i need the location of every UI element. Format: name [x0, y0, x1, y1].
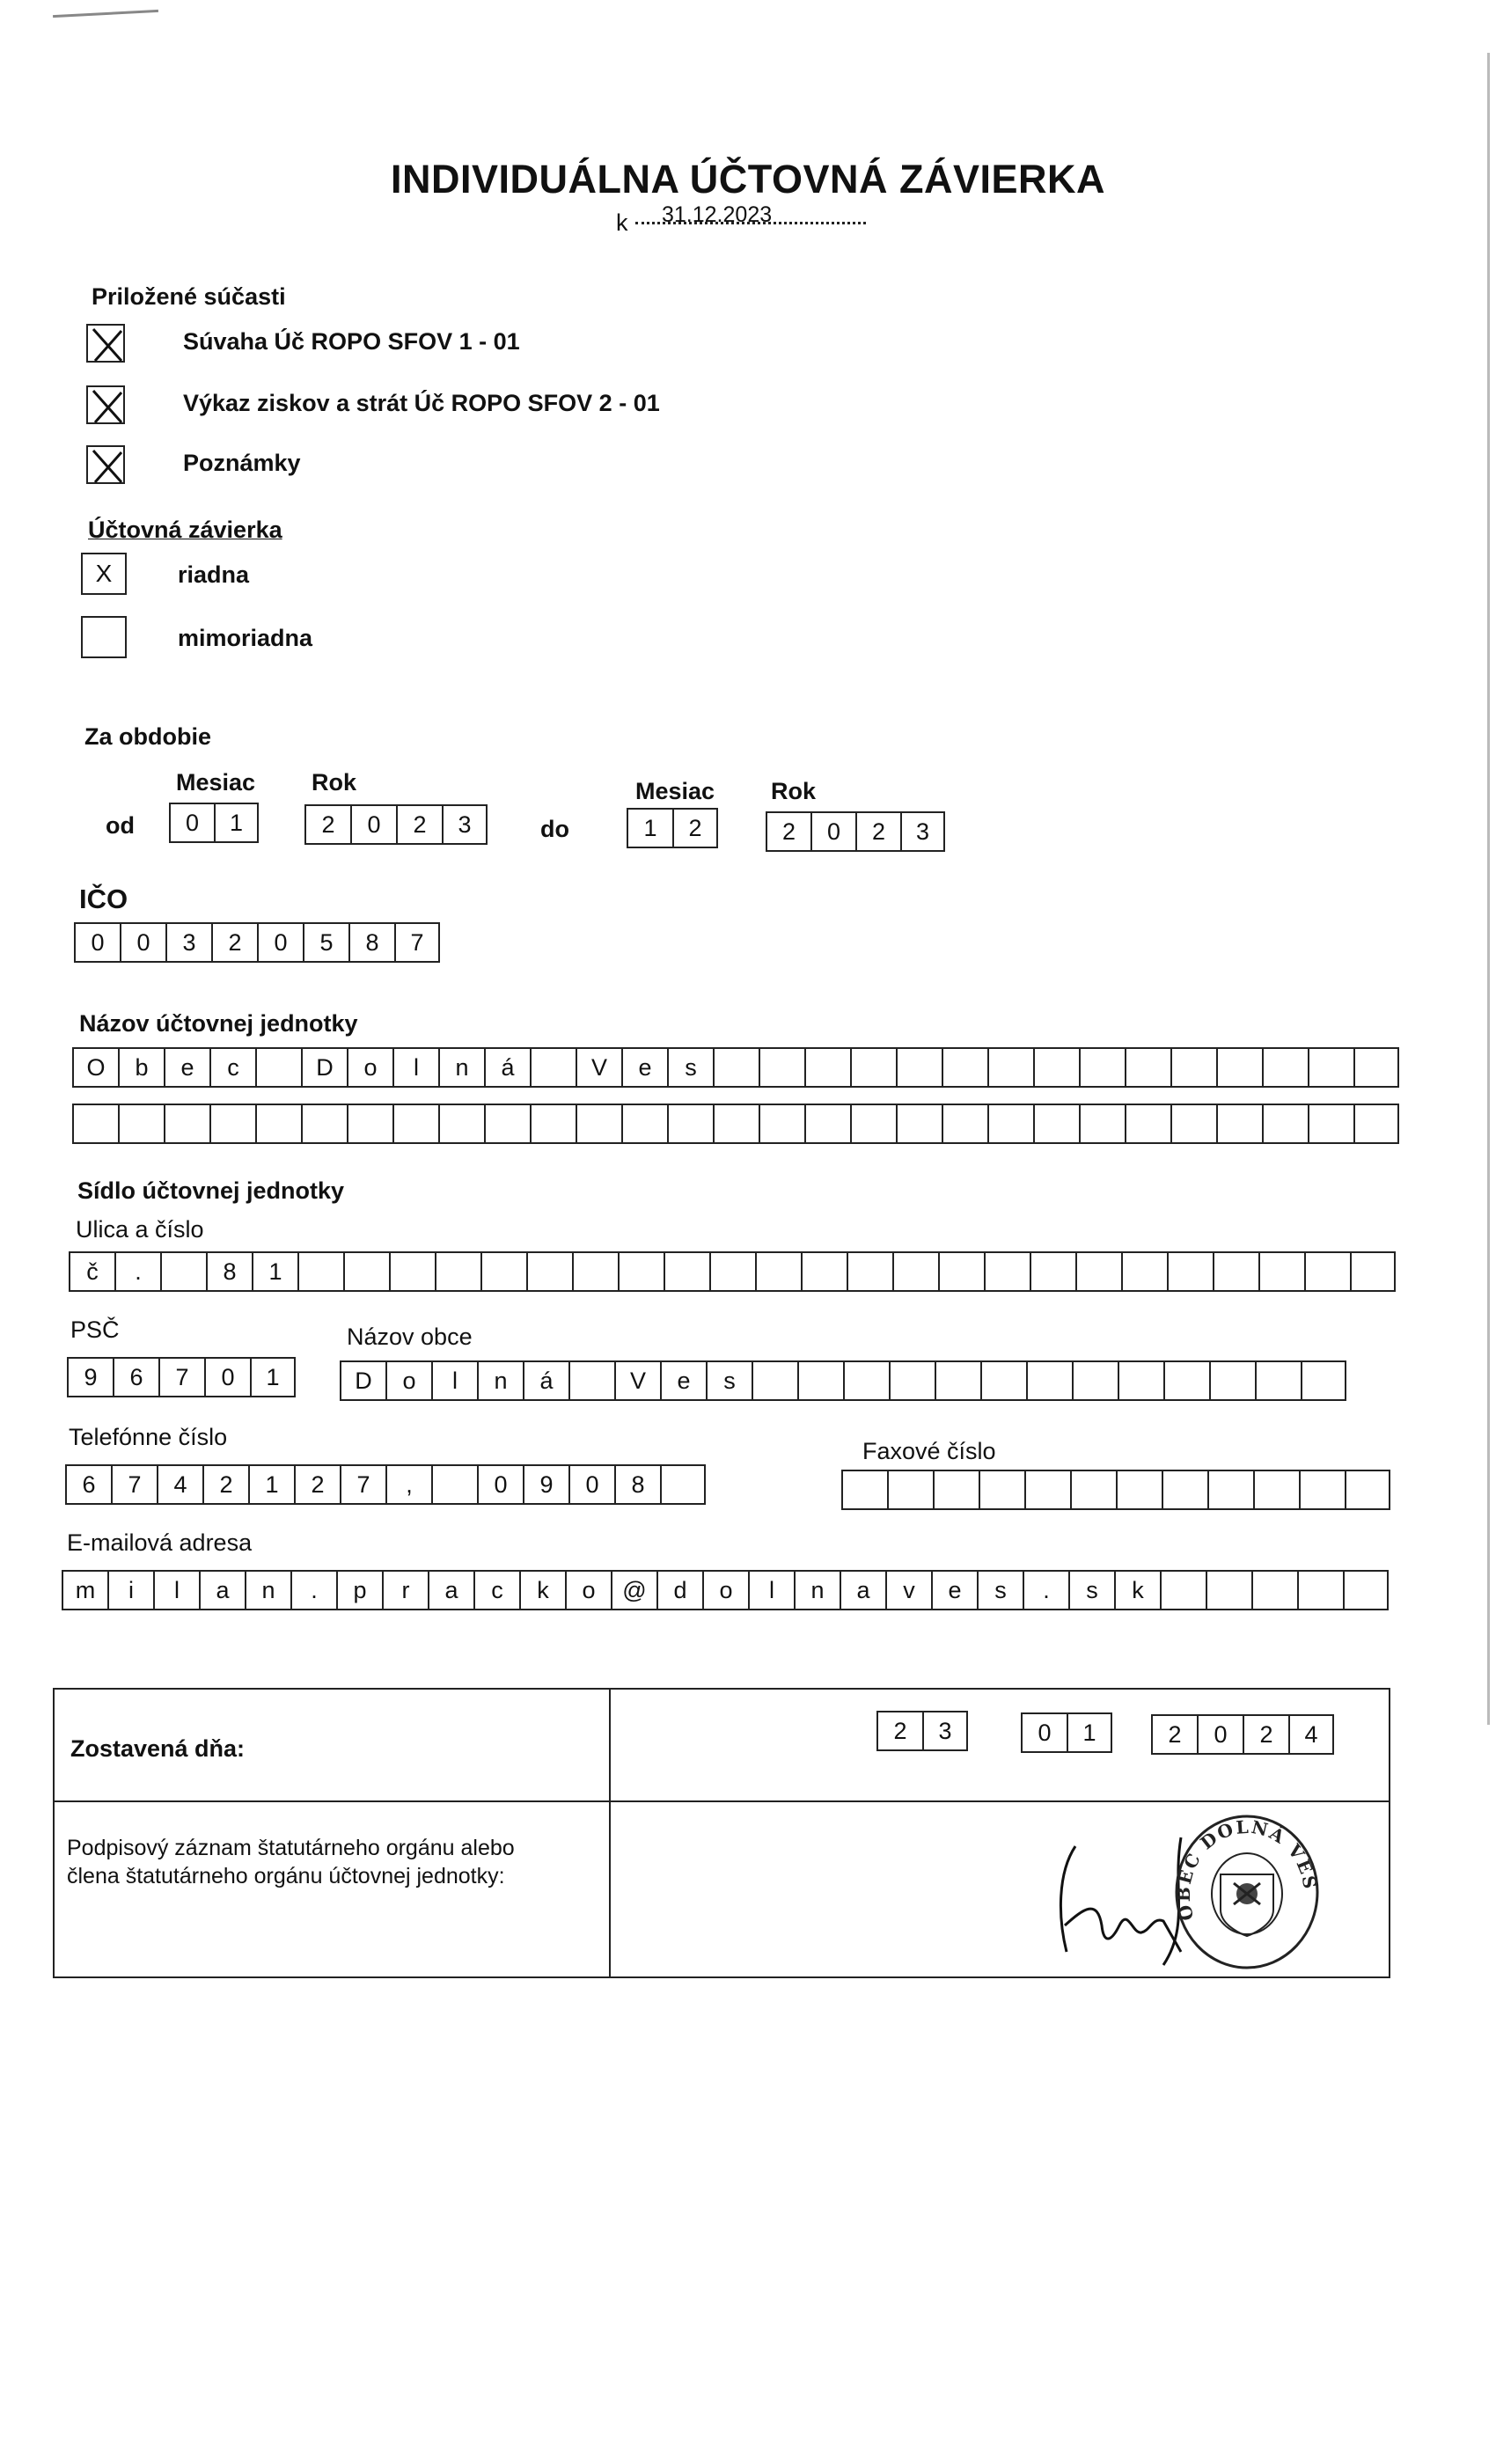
- char-box: 1: [250, 1357, 296, 1397]
- to-month-boxes[interactable]: [627, 808, 718, 848]
- char-box: e: [164, 1047, 209, 1088]
- char-box: 1: [627, 808, 672, 848]
- street-label: Ulica a číslo: [76, 1216, 204, 1243]
- char-box: [1308, 1104, 1353, 1144]
- char-box: n: [477, 1360, 523, 1401]
- char-box: 5: [303, 922, 348, 963]
- date-prefix: k: [616, 209, 628, 236]
- char-box: ,: [385, 1464, 431, 1505]
- char-box: [618, 1251, 664, 1292]
- char-box: [667, 1104, 713, 1144]
- char-box: [1343, 1570, 1389, 1610]
- closing-date-value: 31.12.2023: [662, 202, 773, 227]
- char-box: [438, 1104, 484, 1144]
- char-box: [755, 1251, 801, 1292]
- char-box: [1299, 1470, 1345, 1510]
- char-box: o: [385, 1360, 431, 1401]
- char-box: p: [336, 1570, 382, 1610]
- char-box: [1125, 1104, 1170, 1144]
- char-box: [209, 1104, 255, 1144]
- char-box: [843, 1360, 889, 1401]
- char-box: i: [107, 1570, 153, 1610]
- char-box: [935, 1360, 980, 1401]
- signature-label-line2: člena štatutárneho orgánu účtovnej jednotky:: [67, 1864, 505, 1888]
- char-box: [1070, 1470, 1116, 1510]
- char-box: 6: [113, 1357, 158, 1397]
- char-box: c: [209, 1047, 255, 1088]
- char-box: [568, 1360, 614, 1401]
- char-box: 2: [304, 804, 350, 845]
- to-year-boxes[interactable]: [766, 811, 945, 852]
- char-box: [1072, 1360, 1118, 1401]
- fax-boxes[interactable]: [841, 1470, 1390, 1510]
- compiled-month-boxes[interactable]: [1021, 1712, 1112, 1753]
- char-box: [713, 1047, 759, 1088]
- entity-name-row1[interactable]: [72, 1047, 1399, 1088]
- char-box: [797, 1360, 843, 1401]
- char-box: 6: [65, 1464, 111, 1505]
- email-boxes[interactable]: [62, 1570, 1389, 1610]
- char-box: s: [1068, 1570, 1114, 1610]
- char-box: 2: [396, 804, 442, 845]
- char-box: D: [301, 1047, 347, 1088]
- to-year-label: Rok: [771, 778, 817, 804]
- char-box: 2: [766, 811, 810, 852]
- char-box: [896, 1047, 942, 1088]
- char-box: [530, 1104, 576, 1144]
- char-box: 8: [614, 1464, 660, 1505]
- char-box: [1301, 1360, 1346, 1401]
- signature-table: [53, 1688, 1390, 1978]
- char-box: [1297, 1570, 1343, 1610]
- char-box: [841, 1470, 887, 1510]
- char-box: a: [199, 1570, 245, 1610]
- char-box: 0: [350, 804, 396, 845]
- char-box: [621, 1104, 667, 1144]
- char-box: n: [794, 1570, 840, 1610]
- char-box: [1116, 1470, 1162, 1510]
- char-box: [709, 1251, 755, 1292]
- char-box: 4: [157, 1464, 202, 1505]
- char-box: e: [660, 1360, 706, 1401]
- char-box: [1160, 1570, 1206, 1610]
- char-box: 1: [214, 803, 259, 843]
- char-box: m: [62, 1570, 107, 1610]
- char-box: [1121, 1251, 1167, 1292]
- char-box: [1209, 1360, 1255, 1401]
- char-box: 0: [169, 803, 214, 843]
- char-box: 9: [523, 1464, 568, 1505]
- fax-label: Faxové číslo: [862, 1438, 996, 1464]
- char-box: [713, 1104, 759, 1144]
- char-box: [255, 1047, 301, 1088]
- attachment-checkbox[interactable]: [86, 445, 125, 484]
- char-box: [980, 1360, 1026, 1401]
- attachment-checkbox[interactable]: [86, 324, 125, 363]
- closing-type-label: mimoriadna: [178, 625, 313, 651]
- char-box: @: [611, 1570, 656, 1610]
- char-box: l: [431, 1360, 477, 1401]
- street-boxes[interactable]: [69, 1251, 1396, 1292]
- char-box: k: [1114, 1570, 1160, 1610]
- char-box: V: [614, 1360, 660, 1401]
- char-box: [1030, 1251, 1075, 1292]
- char-box: á: [523, 1360, 568, 1401]
- char-box: [530, 1047, 576, 1088]
- signature-label: [67, 1834, 515, 1890]
- char-box: D: [340, 1360, 385, 1401]
- char-box: [801, 1251, 847, 1292]
- closing-type-checkbox[interactable]: [81, 616, 127, 658]
- char-box: 0: [477, 1464, 523, 1505]
- scan-mark: [53, 10, 158, 18]
- char-box: [1033, 1047, 1079, 1088]
- char-box: [942, 1047, 987, 1088]
- ico-label: IČO: [79, 884, 128, 914]
- char-box: [896, 1104, 942, 1144]
- char-box: 0: [568, 1464, 614, 1505]
- phone-label: Telefónne číslo: [69, 1424, 228, 1450]
- char-box: [987, 1104, 1033, 1144]
- char-box: [576, 1104, 621, 1144]
- char-box: [1024, 1470, 1070, 1510]
- char-box: [431, 1464, 477, 1505]
- char-box: 2: [672, 808, 718, 848]
- from-year-boxes[interactable]: [304, 804, 488, 845]
- char-box: [1207, 1470, 1253, 1510]
- char-box: 0: [74, 922, 120, 963]
- char-box: [987, 1047, 1033, 1088]
- char-box: 0: [810, 811, 855, 852]
- char-box: [660, 1464, 706, 1505]
- char-box: 2: [855, 811, 900, 852]
- char-box: [389, 1251, 435, 1292]
- char-box: 4: [1288, 1714, 1334, 1755]
- village-stamp: [1172, 1813, 1322, 1971]
- char-box: 1: [248, 1464, 294, 1505]
- char-box: O: [72, 1047, 118, 1088]
- char-box: [1251, 1570, 1297, 1610]
- char-box: [1079, 1047, 1125, 1088]
- compiled-year-boxes[interactable]: [1151, 1714, 1334, 1755]
- char-box: 2: [876, 1711, 922, 1751]
- char-box: [984, 1251, 1030, 1292]
- char-box: 2: [1243, 1714, 1288, 1755]
- from-year-label: Rok: [312, 769, 357, 796]
- char-box: [435, 1251, 480, 1292]
- char-box: [804, 1104, 850, 1144]
- char-box: [1206, 1570, 1251, 1610]
- char-box: [1258, 1251, 1304, 1292]
- char-box: [1213, 1251, 1258, 1292]
- entity-name-row2[interactable]: [72, 1104, 1399, 1144]
- char-box: [1163, 1360, 1209, 1401]
- char-box: 7: [394, 922, 440, 963]
- char-box: e: [931, 1570, 977, 1610]
- char-box: n: [245, 1570, 290, 1610]
- char-box: [347, 1104, 392, 1144]
- char-box: l: [392, 1047, 438, 1088]
- char-box: [979, 1470, 1024, 1510]
- svg-text:OBEC DOLNÁ VES: [1173, 1816, 1321, 1923]
- char-box: 9: [67, 1357, 113, 1397]
- char-box: [1253, 1470, 1299, 1510]
- phone-boxes[interactable]: [65, 1464, 706, 1505]
- char-box: [572, 1251, 618, 1292]
- psc-boxes[interactable]: [67, 1357, 296, 1397]
- char-box: 3: [900, 811, 945, 852]
- char-box: [1118, 1360, 1163, 1401]
- char-box: [1162, 1470, 1207, 1510]
- char-box: [759, 1047, 804, 1088]
- char-box: [160, 1251, 206, 1292]
- char-box: [889, 1360, 935, 1401]
- char-box: [526, 1251, 572, 1292]
- char-box: [1262, 1047, 1308, 1088]
- char-box: [759, 1104, 804, 1144]
- char-box: 0: [1021, 1712, 1067, 1753]
- char-box: [1353, 1047, 1399, 1088]
- email-label: E-mailová adresa: [67, 1529, 253, 1556]
- char-box: [1026, 1360, 1072, 1401]
- char-box: 1: [1067, 1712, 1112, 1753]
- psc-label: PSČ: [70, 1316, 120, 1343]
- char-box: 2: [294, 1464, 340, 1505]
- char-box: 2: [211, 922, 257, 963]
- date-dotted-line: [635, 222, 866, 224]
- char-box: 3: [442, 804, 488, 845]
- char-box: 2: [1151, 1714, 1197, 1755]
- char-box: [892, 1251, 938, 1292]
- char-box: V: [576, 1047, 621, 1088]
- char-box: 7: [158, 1357, 204, 1397]
- city-label: Názov obce: [347, 1324, 473, 1350]
- char-box: l: [748, 1570, 794, 1610]
- char-box: [887, 1470, 933, 1510]
- from-label: od: [106, 812, 135, 839]
- char-box: [1216, 1047, 1262, 1088]
- char-box: č: [69, 1251, 114, 1292]
- char-box: e: [621, 1047, 667, 1088]
- char-box: [301, 1104, 347, 1144]
- char-box: [1216, 1104, 1262, 1144]
- address-heading: Sídlo účtovnej jednotky: [77, 1177, 345, 1204]
- char-box: [1308, 1047, 1353, 1088]
- char-box: [484, 1104, 530, 1144]
- char-box: a: [840, 1570, 885, 1610]
- char-box: 3: [165, 922, 211, 963]
- attachments-heading: Priložené súčasti: [92, 283, 286, 310]
- signature-label-line1: Podpisový záznam štatutárneho orgánu alebo: [67, 1836, 515, 1860]
- char-box: s: [667, 1047, 713, 1088]
- closing-date: [616, 202, 880, 237]
- char-box: [1350, 1251, 1396, 1292]
- char-box: [1170, 1104, 1216, 1144]
- char-box: a: [428, 1570, 473, 1610]
- attachment-label: Výkaz ziskov a strát Úč ROPO SFOV 2 - 01: [183, 390, 660, 416]
- attachment-checkbox[interactable]: [86, 385, 125, 424]
- check-cross-icon: [88, 387, 127, 426]
- char-box: v: [885, 1570, 931, 1610]
- char-box: [938, 1251, 984, 1292]
- char-box: r: [382, 1570, 428, 1610]
- char-box: b: [118, 1047, 164, 1088]
- char-box: .: [1023, 1570, 1068, 1610]
- char-box: [297, 1251, 343, 1292]
- attachment-label: Poznámky: [183, 450, 301, 476]
- char-box: [255, 1104, 301, 1144]
- char-box: s: [706, 1360, 752, 1401]
- closing-type-heading: Účtovná závierka: [88, 517, 282, 543]
- char-box: [804, 1047, 850, 1088]
- char-box: k: [519, 1570, 565, 1610]
- closing-type-label: riadna: [178, 561, 250, 588]
- ico-boxes[interactable]: [74, 922, 440, 963]
- char-box: [942, 1104, 987, 1144]
- char-box: s: [977, 1570, 1023, 1610]
- check-cross-icon: [88, 326, 127, 364]
- compiled-label: Zostavená dňa:: [70, 1735, 246, 1762]
- char-box: á: [484, 1047, 530, 1088]
- char-box: c: [473, 1570, 519, 1610]
- char-box: d: [656, 1570, 702, 1610]
- table-divider-horizontal: [55, 1800, 1389, 1802]
- check-cross-icon: [88, 447, 127, 486]
- char-box: 0: [120, 922, 165, 963]
- char-box: 8: [348, 922, 394, 963]
- char-box: [850, 1047, 896, 1088]
- char-box: [1353, 1104, 1399, 1144]
- from-month-boxes[interactable]: [169, 803, 259, 843]
- char-box: [164, 1104, 209, 1144]
- entity-name-label: Názov účtovnej jednotky: [79, 1010, 358, 1037]
- char-box: [1075, 1251, 1121, 1292]
- char-box: 3: [922, 1711, 968, 1751]
- to-month-label: Mesiac: [635, 778, 715, 804]
- char-box: [343, 1251, 389, 1292]
- city-boxes[interactable]: [340, 1360, 1346, 1401]
- char-box: [72, 1104, 118, 1144]
- char-box: [1345, 1470, 1390, 1510]
- closing-type-checkbox[interactable]: X: [81, 553, 127, 595]
- char-box: .: [290, 1570, 336, 1610]
- page-title: INDIVIDUÁLNA ÚČTOVNÁ ZÁVIERKA: [390, 157, 1106, 202]
- char-box: [1167, 1251, 1213, 1292]
- from-month-label: Mesiac: [176, 769, 256, 796]
- stamp-text: OBEC DOLNÁ VES: [1172, 1815, 1322, 1923]
- char-box: [847, 1251, 892, 1292]
- table-divider-vertical: [609, 1690, 611, 1976]
- char-box: o: [702, 1570, 748, 1610]
- char-box: 7: [340, 1464, 385, 1505]
- char-box: 8: [206, 1251, 252, 1292]
- char-box: [850, 1104, 896, 1144]
- char-box: [1304, 1251, 1350, 1292]
- char-box: 7: [111, 1464, 157, 1505]
- char-box: n: [438, 1047, 484, 1088]
- char-box: [752, 1360, 797, 1401]
- char-box: 2: [202, 1464, 248, 1505]
- char-box: [664, 1251, 709, 1292]
- attachment-label: Súvaha Úč ROPO SFOV 1 - 01: [183, 328, 520, 355]
- char-box: 1: [252, 1251, 297, 1292]
- char-box: .: [114, 1251, 160, 1292]
- char-box: l: [153, 1570, 199, 1610]
- char-box: 0: [204, 1357, 250, 1397]
- char-box: 0: [1197, 1714, 1243, 1755]
- char-box: [933, 1470, 979, 1510]
- char-box: [118, 1104, 164, 1144]
- char-box: [1125, 1047, 1170, 1088]
- period-heading: Za obdobie: [84, 723, 211, 750]
- scan-edge: [1487, 53, 1490, 1725]
- char-box: [480, 1251, 526, 1292]
- char-box: 0: [257, 922, 303, 963]
- char-box: [1262, 1104, 1308, 1144]
- char-box: o: [565, 1570, 611, 1610]
- char-box: [1079, 1104, 1125, 1144]
- char-box: o: [347, 1047, 392, 1088]
- to-label: do: [540, 816, 569, 842]
- compiled-day-boxes[interactable]: [876, 1711, 968, 1751]
- char-box: [392, 1104, 438, 1144]
- char-box: [1255, 1360, 1301, 1401]
- char-box: [1033, 1104, 1079, 1144]
- char-box: [1170, 1047, 1216, 1088]
